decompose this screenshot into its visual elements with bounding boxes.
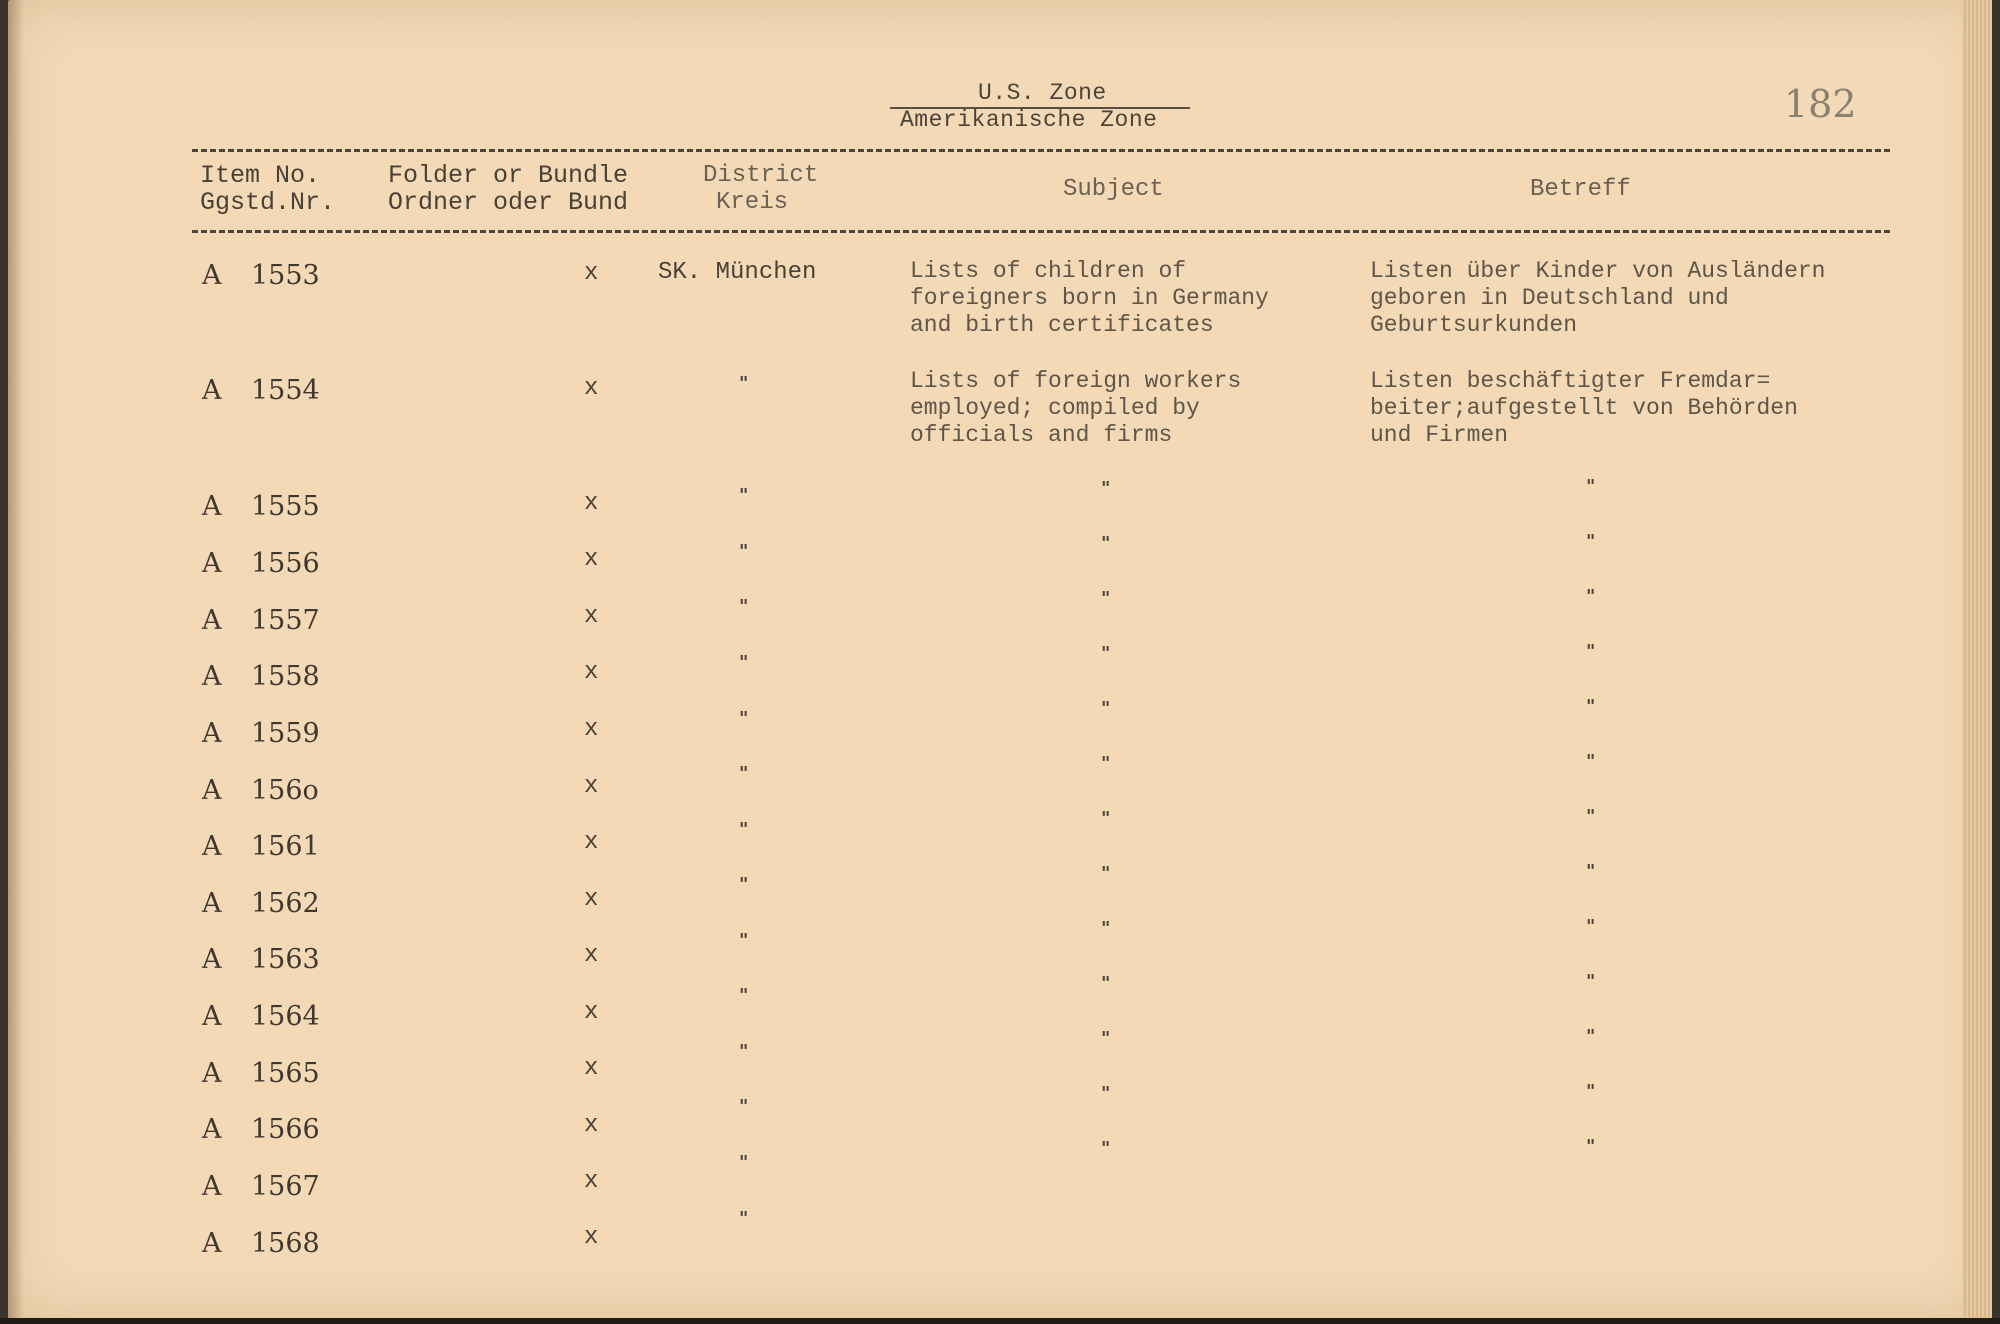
row-mark: x	[584, 1055, 599, 1082]
row-subject-ditto: "	[1101, 1028, 1111, 1049]
row-district-ditto: "	[739, 763, 749, 784]
row-mark: x	[584, 603, 599, 630]
row-number: 1556	[251, 548, 320, 579]
col-folder-de: Ordner oder Bund	[388, 188, 629, 217]
zone-title-en: U.S. Zone	[978, 80, 1107, 106]
col-betreff: Betreff	[1530, 176, 1631, 203]
row-subject-ditto: "	[1101, 478, 1111, 499]
row-number: 1557	[251, 605, 320, 636]
col-subject: Subject	[1063, 176, 1164, 203]
row-prefix: A	[202, 548, 222, 579]
row-subject-line: officials and firms	[910, 422, 1173, 448]
row-mark: x	[584, 659, 599, 686]
row-subject-line: Lists of foreign workers	[910, 368, 1242, 394]
row-district-ditto: "	[739, 1152, 749, 1173]
row-prefix: A	[202, 718, 222, 749]
row-betreff-ditto: "	[1586, 476, 1596, 497]
row-betreff-line: Geburtsurkunden	[1370, 312, 1578, 338]
row-prefix: A	[202, 831, 222, 862]
row-district-ditto: "	[739, 652, 749, 673]
row-betreff-ditto: "	[1586, 916, 1596, 937]
row-mark: x	[584, 1168, 599, 1195]
document-page	[8, 0, 1992, 1318]
row-district-ditto: "	[739, 373, 749, 394]
row-mark: x	[584, 999, 599, 1026]
row-betreff-line: Listen über Kinder von Ausländern	[1370, 258, 1826, 284]
row-district-ditto: "	[739, 708, 749, 729]
row-number: 1555	[251, 491, 320, 522]
row-subject-line: foreigners born in Germany	[910, 285, 1269, 311]
row-prefix: A	[202, 1058, 222, 1089]
row-betreff-ditto: "	[1586, 971, 1596, 992]
row-number: 1568	[251, 1228, 320, 1259]
row-district-ditto: "	[739, 596, 749, 617]
row-subject-line: and birth certificates	[910, 312, 1214, 338]
row-subject-ditto: "	[1101, 698, 1111, 719]
row-prefix: A	[202, 260, 222, 291]
row-district: SK. München	[658, 259, 817, 286]
row-subject-line: Lists of children of	[910, 258, 1187, 284]
row-district-ditto: "	[739, 930, 749, 951]
row-district-ditto: "	[739, 541, 749, 562]
row-mark: x	[584, 260, 599, 287]
row-subject-ditto: "	[1101, 533, 1111, 554]
row-betreff-ditto: "	[1586, 806, 1596, 827]
row-district-ditto: "	[739, 485, 749, 506]
row-number: 1565	[251, 1058, 320, 1089]
row-mark: x	[584, 490, 599, 517]
row-betreff-ditto: "	[1586, 1081, 1596, 1102]
row-betreff-ditto: "	[1586, 1136, 1596, 1157]
row-prefix: A	[202, 491, 222, 522]
page-number: 182	[1784, 82, 1857, 126]
row-subject-ditto: "	[1101, 588, 1111, 609]
row-betreff-ditto: "	[1586, 641, 1596, 662]
row-prefix: A	[202, 661, 222, 692]
row-mark: x	[584, 773, 599, 800]
row-betreff-ditto: "	[1586, 751, 1596, 772]
row-number: 1567	[251, 1171, 320, 1202]
col-folder-en: Folder or Bundle	[388, 161, 629, 190]
page-stack-edge	[1962, 0, 1992, 1318]
row-prefix: A	[202, 605, 222, 636]
row-number: 1554	[251, 375, 320, 406]
row-district-ditto: "	[739, 985, 749, 1006]
row-prefix: A	[202, 1228, 222, 1259]
row-district-ditto: "	[739, 819, 749, 840]
header-divider-top	[192, 149, 1890, 152]
row-number: 1558	[251, 661, 320, 692]
row-number: 1562	[251, 888, 320, 919]
header-divider-bottom	[192, 230, 1890, 233]
row-subject-ditto: "	[1101, 918, 1111, 939]
row-number: 1564	[251, 1001, 320, 1032]
row-betreff-line: und Firmen	[1370, 422, 1509, 448]
row-number: 1561	[251, 831, 320, 862]
row-mark: x	[584, 1112, 599, 1139]
row-number: 1559	[251, 718, 320, 749]
row-betreff-ditto: "	[1586, 861, 1596, 882]
row-mark: x	[584, 546, 599, 573]
row-district-ditto: "	[739, 874, 749, 895]
row-subject-ditto: "	[1101, 643, 1111, 664]
scan-bottom-edge	[0, 1318, 2000, 1324]
col-district-en: District	[703, 162, 819, 189]
zone-title-de: Amerikanische Zone	[900, 107, 1158, 133]
row-subject-line: employed; compiled by	[910, 395, 1200, 421]
row-district-ditto: "	[739, 1096, 749, 1117]
row-mark: x	[584, 942, 599, 969]
row-betreff-ditto: "	[1586, 1026, 1596, 1047]
row-subject-ditto: "	[1101, 1083, 1111, 1104]
row-mark: x	[584, 829, 599, 856]
col-item-de: Ggstd.Nr.	[200, 188, 336, 217]
row-mark: x	[584, 1224, 599, 1251]
row-mark: x	[584, 375, 599, 402]
row-prefix: A	[202, 888, 222, 919]
row-betreff-ditto: "	[1586, 696, 1596, 717]
row-prefix: A	[202, 1171, 222, 1202]
row-betreff-line: Listen beschäftigter Fremdar=	[1370, 368, 1771, 394]
row-number: 1563	[251, 944, 320, 975]
row-subject-ditto: "	[1101, 1138, 1111, 1159]
row-mark: x	[584, 716, 599, 743]
row-district-ditto: "	[739, 1208, 749, 1229]
row-mark: x	[584, 886, 599, 913]
row-betreff-line: beiter;aufgestellt von Behörden	[1370, 395, 1798, 421]
row-district-ditto: "	[739, 1041, 749, 1062]
row-subject-ditto: "	[1101, 863, 1111, 884]
row-betreff-ditto: "	[1586, 531, 1596, 552]
row-subject-ditto: "	[1101, 973, 1111, 994]
row-prefix: A	[202, 1001, 222, 1032]
row-subject-ditto: "	[1101, 808, 1111, 829]
row-prefix: A	[202, 375, 222, 406]
row-number: 156o	[251, 775, 319, 806]
col-item-en: Item No.	[200, 161, 321, 190]
row-number: 1553	[251, 260, 320, 291]
row-prefix: A	[202, 944, 222, 975]
row-betreff-ditto: "	[1586, 586, 1596, 607]
row-prefix: A	[202, 775, 222, 806]
row-prefix: A	[202, 1114, 222, 1145]
row-number: 1566	[251, 1114, 320, 1145]
row-betreff-line: geboren in Deutschland und	[1370, 285, 1729, 311]
col-district-de: Kreis	[716, 189, 789, 216]
row-subject-ditto: "	[1101, 753, 1111, 774]
